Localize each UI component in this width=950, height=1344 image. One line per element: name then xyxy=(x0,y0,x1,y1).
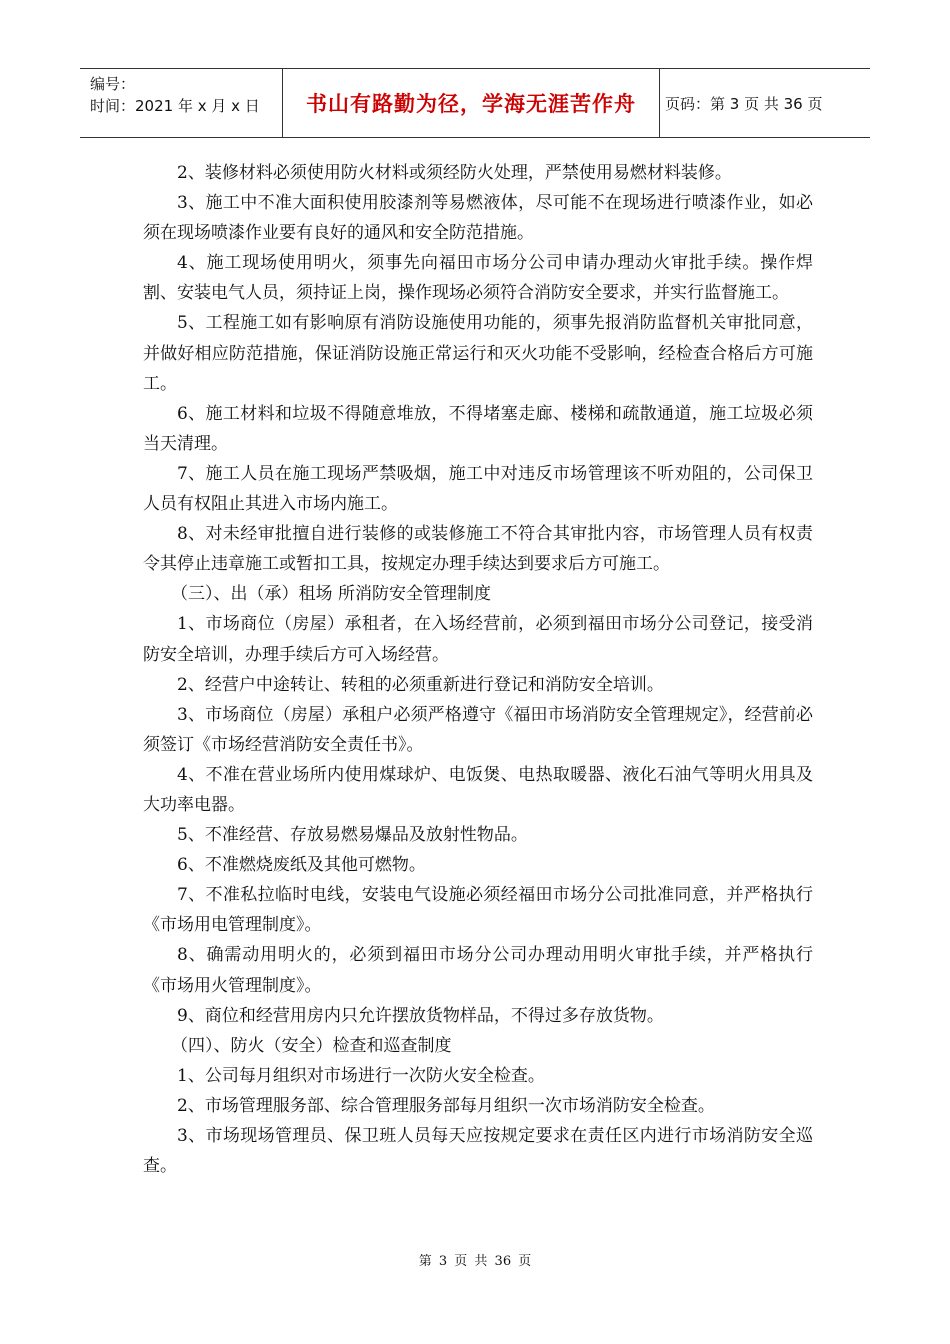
paragraph: 3、市场商位（房屋）承租户必须严格遵守《福田市场消防安全管理规定》，经营前必须签订《市场经营消防安全责任书》。 xyxy=(143,704,813,755)
paragraph: 3、施工中不准大面积使用胶漆剂等易燃液体，尽可能不在现场进行喷漆作业，如必须在现场喷漆作业要有良好的通风和安全防范措施。 xyxy=(143,193,813,244)
paragraph: 2、经营户中途转让、转租的必须重新进行登记和消防安全培训。 xyxy=(177,674,664,695)
paragraph: 8、对未经审批擅自进行装修的或装修施工不符合其审批内容，市场管理人员有权责令其停止违章施工或暂扣工具，按规定办理手续达到要求后方可施工。 xyxy=(143,524,813,575)
paragraph: 6、施工材料和垃圾不得随意堆放，不得堵塞走廊、楼梯和疏散通道，施工垃圾必须当天清理。 xyxy=(143,403,813,454)
header-page-info: 页码：第 3 页 共 36 页 xyxy=(665,94,823,113)
paragraph: 9、商位和经营用房内只允许摆放货物样品，不得过多存放货物。 xyxy=(177,1005,664,1026)
paragraph: 2、装修材料必须使用防火材料或须经防火处理，严禁使用易燃材料装修。 xyxy=(177,163,732,183)
paragraph: 5、不准经营、存放易燃易爆品及放射性物品。 xyxy=(177,825,528,846)
document-body xyxy=(143,158,813,1181)
paragraph: 4、不准在营业场所内使用煤球炉、电饭煲、电热取暖器、液化石油气等明火用具及大功率电器。 xyxy=(143,764,813,815)
paragraph: 1、市场商位（房屋）承租者，在入场经营前，必须到福田市场分公司登记，接受消防安全培训，办理手续后方可入场经营。 xyxy=(143,614,813,665)
paragraph: 8、确需动用明火的，必须到福田市场分公司办理动用明火审批手续，并严格执行《市场用火管理制度》。 xyxy=(143,945,813,996)
page-header xyxy=(80,68,870,138)
paragraph: 6、不准燃烧废纸及其他可燃物。 xyxy=(177,855,426,876)
header-slogan-cell xyxy=(283,69,660,137)
section-heading: （三）、出（承）租场 所消防安全管理制度 xyxy=(171,584,491,605)
header-meta xyxy=(80,69,283,137)
paragraph: 7、不准私拉临时电线，安装电气设施必须经福田市场分公司批准同意，并严格执行《市场用电管理制度》。 xyxy=(143,885,813,936)
header-slogan: 书山有路勤为径，学海无涯苦作舟 xyxy=(306,92,636,116)
paragraph: 7、施工人员在施工现场严禁吸烟，施工中对违反市场管理该不听劝阻的，公司保卫人员有权阻止其进入市场内施工。 xyxy=(143,463,813,515)
paragraph: 2、市场管理服务部、综合管理服务部每月组织一次市场消防安全检查。 xyxy=(177,1095,715,1116)
section-heading: （四）、防火（安全）检查和巡查制度 xyxy=(171,1035,452,1056)
page-footer: 第 3 页 共 36 页 xyxy=(418,1254,532,1269)
document-number-label: 编号： xyxy=(90,75,136,93)
paragraph: 3、市场现场管理员、保卫班人员每天应按规定要求在责任区内进行市场消防安全巡查。 xyxy=(143,1126,813,1177)
paragraph: 5、工程施工如有影响原有消防设施使用功能的，须事先报消防监督机关审批同意，并做好相应防范措施，保证消防设施正常运行和灭火功能不受影响，经检查合格后方可施工。 xyxy=(143,313,813,394)
document-date: 时间：2021 年 x 月 x 日 xyxy=(90,97,260,115)
paragraph: 1、公司每月组织对市场进行一次防火安全检查。 xyxy=(177,1065,545,1086)
paragraph: 4、施工现场使用明火，须事先向福田市场分公司申请办理动火审批手续。操作焊割、安装电气人员，须持证上岗，操作现场必须符合消防安全要求，并实行监督施工。 xyxy=(143,253,813,304)
